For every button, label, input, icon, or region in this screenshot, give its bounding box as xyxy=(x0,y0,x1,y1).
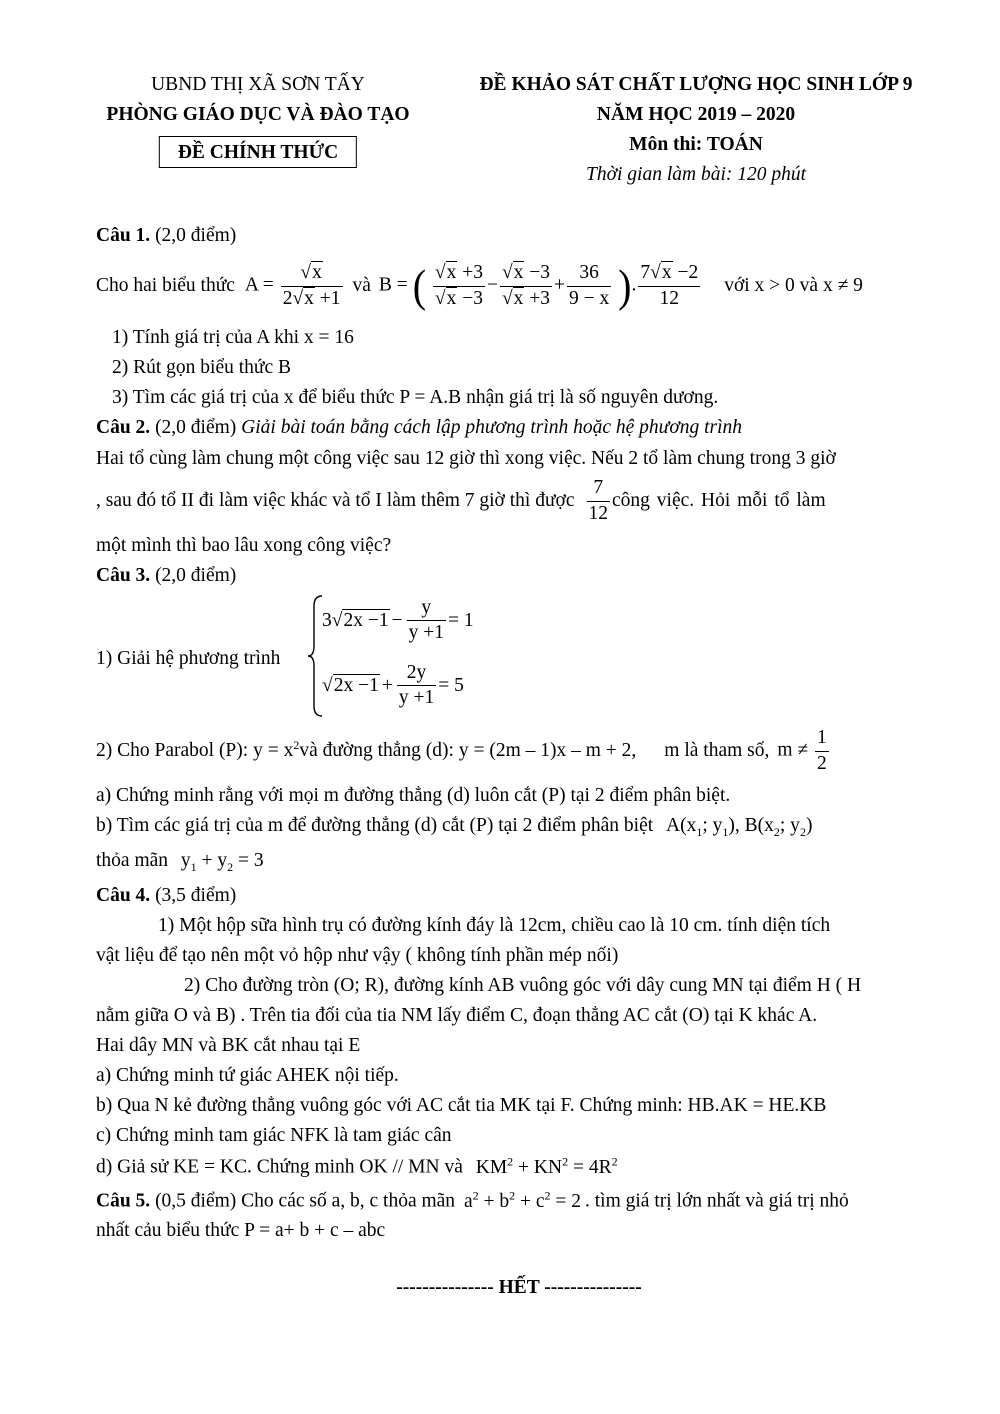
m-condition: m ≠ $\frac{1}{2}$ xyxy=(777,727,827,774)
header-right-line2: NĂM HỌC 2019 – 2020 xyxy=(596,104,796,125)
q4-p1-line2: vật liệu để tạo nên một vỏ hộp như vậy ( không tính phần mép nối) xyxy=(96,945,619,966)
q2-points: (2,0 điểm) xyxy=(150,417,242,438)
header-right-line4: Thời gian làm bài: 120 phút xyxy=(585,164,807,185)
q4-p2-line3: Hai dây MN và BK cắt nhau tại E xyxy=(96,1035,361,1056)
and-word: và xyxy=(352,275,371,297)
q3-part2a: 2) Cho Parabol (P): y = x xyxy=(96,740,294,762)
q4-p2-line2: nằm giữa O và B) . Trên tia đối của tia NM lấy điểm C, đoạn thẳng AC cắt (O) tại K khác A. xyxy=(96,1005,818,1026)
q3-part2c: m là tham số, xyxy=(664,740,770,762)
q2-line2 xyxy=(96,476,930,526)
q4-c: c) Chứng minh tam giác NFK là tam giác cân xyxy=(96,1125,452,1146)
q5-line1: Câu 5. (0,5 điểm) Cho các số a, b, c thỏa mãn $a^2 + b^2 + c^2 = 2$ . tìm giá trị lớn nhất và giá trị nhỏ xyxy=(96,1188,849,1212)
expression-b: B = ( $\frac{√x +3}{√x -3}$ − $\frac{√x -3}{√x +3}$ + $\frac{36}{9 - x}$ ). $\frac{7√x -2}{12}$ xyxy=(378,259,699,312)
q3-heading xyxy=(96,564,236,587)
q4-title: Câu 4. xyxy=(96,885,151,906)
q3-line-b2: thỏa mãn $y_1 + y_2 = 3$ xyxy=(96,850,264,874)
end-marker: --------------- HẾT --------------- xyxy=(396,1277,642,1298)
q2-title: Câu 2. xyxy=(96,417,151,438)
equation-2: √2x −1 + $\frac{2y}{y +1}$ = 5 xyxy=(322,662,464,709)
q2-subtitle: Giải bài toán bằng cách lập phương trình hoặc hệ phương trình xyxy=(241,417,743,438)
header-right-line1: ĐỀ KHẢO SÁT CHẤT LƯỢNG HỌC SINH LỚP 9 xyxy=(479,74,913,95)
q4-points: (3,5 điểm) xyxy=(150,885,237,906)
q3-part2: 2) Cho Parabol (P): y = x $^2$ và đường thẳng (d): y = (2m – 1)x – m + 2, m là tham số, m ≠ $\frac{1}{2}$ xyxy=(96,728,831,774)
q4-d: d) Giả sử KE = KC. Chứng minh OK // MN và $KM^2 + KN^2 = 4R^2$ xyxy=(96,1154,618,1178)
q4-p1-line1: 1) Một hộp sữa hình trụ có đường kính đáy là 12cm, chiều cao là 10 cm. tính diện tích xyxy=(158,915,831,936)
q2-heading xyxy=(96,416,742,439)
q3-points: (2,0 điểm) xyxy=(150,565,237,586)
q3-title: Câu 3. xyxy=(96,565,151,586)
q1-intro: Cho hai biểu thức xyxy=(96,275,235,297)
q1-item2: 2) Rút gọn biểu thức B xyxy=(112,357,292,378)
q3-line-b: b) Tìm các giá trị của m để đường thẳng (d) cắt (P) tại 2 điểm phân biệt $A(x_1$; $y_1$), $B(x_2$; $y_2$) xyxy=(96,815,813,839)
q5-line2: nhất cảu biểu thức P = a+ b + c – abc xyxy=(96,1220,386,1241)
q2-line3: một mình thì bao lâu xong công việc? xyxy=(96,535,392,556)
equation-1: 3√2x −1 − $\frac{y}{y +1}$ = 1 xyxy=(322,597,474,644)
q5-title: Câu 5. xyxy=(96,1190,151,1212)
q3-part1: 1) Giải hệ phương trình xyxy=(96,648,281,669)
q4-a: a) Chứng minh tứ giác AHEK nội tiếp. xyxy=(96,1065,399,1086)
q2-line1: Hai tổ cùng làm chung một công việc sau 12 giờ thì xong việc. Nếu 2 tổ làm chung trong 3 giờ xyxy=(96,448,836,469)
q1-condition: với x > 0 và x ≠ 9 xyxy=(724,275,863,297)
q1-expression-line xyxy=(96,254,863,318)
header-left-line2: PHÒNG GIÁO DỤC VÀ ĐÀO TẠO xyxy=(106,104,410,125)
q4-p2-line1: 2) Cho đường tròn (O; R), đường kính AB vuông góc với dây cung MN tại điểm H ( H xyxy=(184,975,862,996)
q3-line-a: a) Chứng minh rằng với mọi m đường thẳng (d) luôn cắt (P) tại 2 điểm phân biệt. xyxy=(96,785,731,806)
expression-a: A = $\frac{√x}{2√x +1}$ xyxy=(244,262,341,309)
official-box: ĐỀ CHÍNH THỨC xyxy=(159,136,357,168)
q1-item1: 1) Tính giá trị của A khi x = 16 xyxy=(112,327,354,348)
q1-heading xyxy=(96,224,236,247)
header-left-line1: UBND THỊ XÃ SƠN TẤY xyxy=(151,74,365,95)
q1-item3: 3) Tìm các giá trị của x để biểu thức P = A.B nhận giá trị là số nguyên dương. xyxy=(112,387,719,408)
q3-part2b: và đường thẳng (d): y = (2m – 1)x – m + 2, xyxy=(299,740,637,762)
q1-title: Câu 1. xyxy=(96,225,151,246)
q1-points: (2,0 điểm) xyxy=(150,225,237,246)
q2-line2a: , sau đó tổ II đi làm việc khác và tổ I làm thêm 7 giờ thì được xyxy=(96,490,575,512)
q4-heading xyxy=(96,884,236,907)
header-right-line3: Môn thi: TOÁN xyxy=(629,134,763,155)
q4-b: b) Qua N kẻ đường thẳng vuông góc với AC cắt tia MK tại F. Chứng minh: HB.AK = HE.KB xyxy=(96,1095,827,1116)
fraction-seven-twelfths: $\frac{7}{12}$ xyxy=(588,477,608,524)
q2-line2b: công việc. Hỏi mỗi tổ làm xyxy=(612,490,826,512)
